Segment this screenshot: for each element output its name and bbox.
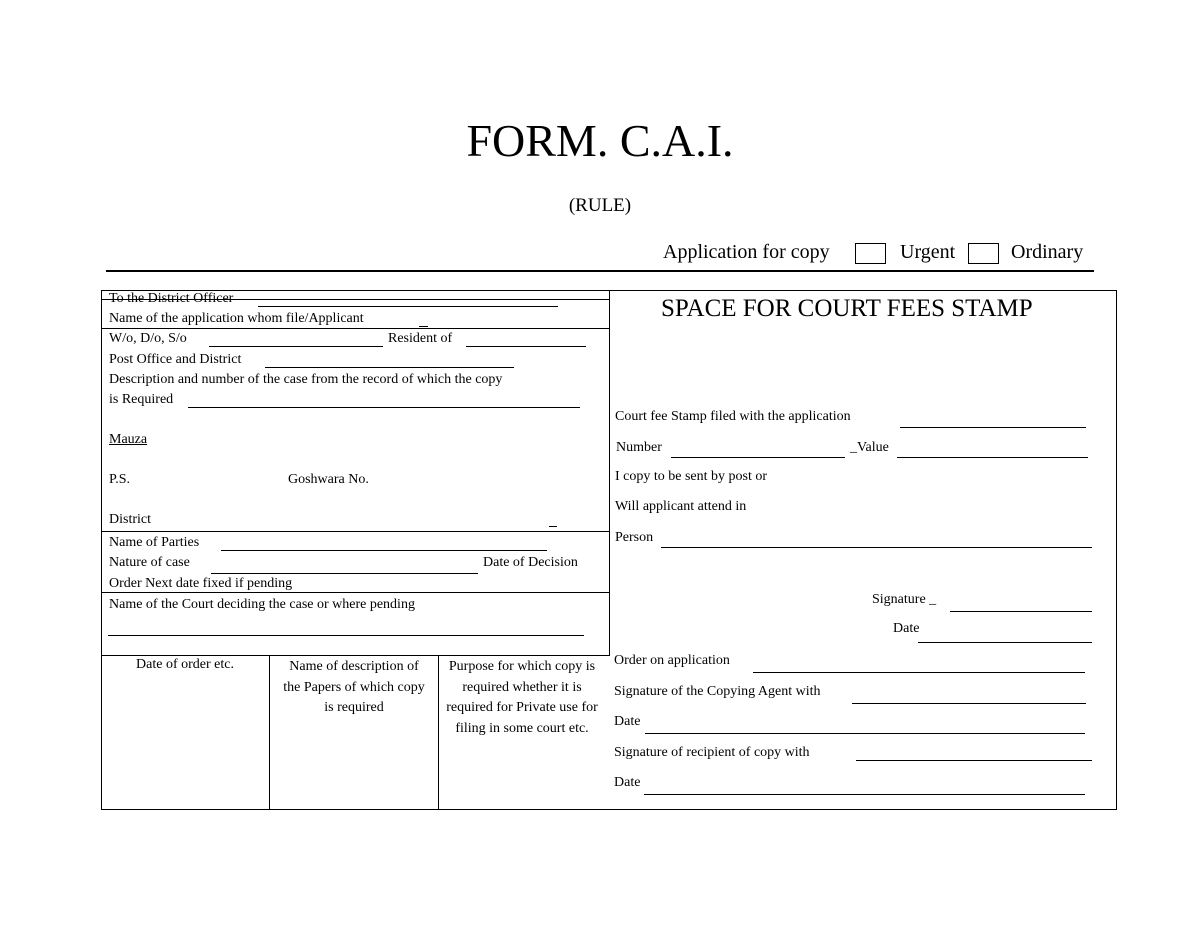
section-rule xyxy=(101,592,609,593)
sig-copying-agent-field[interactable] xyxy=(852,703,1086,704)
table-header-purpose: Purpose for which copy is required whether it is required for Private use for filing in some court etc. xyxy=(446,659,598,736)
section-rule xyxy=(101,328,609,329)
court-fees-stamp-title: SPACE FOR COURT FEES STAMP xyxy=(661,295,1033,322)
description-field[interactable] xyxy=(188,407,580,408)
person-label: Person xyxy=(615,530,654,545)
date2-field[interactable] xyxy=(645,733,1085,734)
section-rule xyxy=(101,531,609,532)
post-office-field[interactable] xyxy=(265,367,514,368)
table-column-divider xyxy=(438,655,439,810)
goshwara-label: Goshwara No. xyxy=(288,472,369,487)
form-title: FORM. C.A.I. xyxy=(466,115,734,166)
order-next-label: Order Next date fixed if pending xyxy=(109,576,293,591)
signature-label: Signature _ xyxy=(872,592,937,607)
post-office-label: Post Office and District xyxy=(109,352,242,367)
court-name-label: Name of the Court deciding the case or where pending xyxy=(109,597,415,612)
date-field[interactable] xyxy=(918,642,1092,643)
sig-copying-agent-label: Signature of the Copying Agent with xyxy=(614,684,821,699)
sig-recipient-field[interactable] xyxy=(856,760,1092,761)
ps-label: P.S. xyxy=(109,472,131,487)
table-header-date: Date of order etc. xyxy=(136,657,234,672)
number-label: Number xyxy=(616,440,662,455)
name-applicant-label: Name of the application whom file/Applicant xyxy=(109,311,364,326)
panel-divider xyxy=(609,290,610,656)
signature-field[interactable] xyxy=(950,611,1092,612)
parties-field[interactable] xyxy=(221,550,547,551)
description-label-1: Description and number of the case from the record of which the copy xyxy=(109,372,503,387)
stamp-filed-field[interactable] xyxy=(900,427,1086,428)
nature-label: Nature of case xyxy=(109,555,190,570)
order-on-application-label: Order on application xyxy=(614,653,730,668)
will-attend-label: Will applicant attend in xyxy=(615,499,747,514)
name-applicant-field[interactable] xyxy=(419,326,428,327)
copy-by-post-label: I copy to be sent by post or xyxy=(615,469,768,484)
district-field[interactable] xyxy=(549,526,557,527)
header-rule xyxy=(106,270,1094,272)
urgent-label: Urgent xyxy=(900,241,956,263)
district-label: District xyxy=(109,512,151,527)
person-field[interactable] xyxy=(661,547,1092,548)
relation-field[interactable] xyxy=(209,346,383,347)
parties-label: Name of Parties xyxy=(109,535,200,550)
resident-field[interactable] xyxy=(466,346,586,347)
to-district-officer-label: To the District Officer xyxy=(109,291,234,306)
date3-label: Date xyxy=(614,775,641,790)
court-name-field[interactable] xyxy=(108,635,584,636)
table-column-divider xyxy=(269,655,270,810)
date2-label: Date xyxy=(614,714,641,729)
section-rule xyxy=(101,655,610,656)
sig-recipient-label: Signature of recipient of copy with xyxy=(614,745,810,760)
relation-label: W/o, D/o, S/o xyxy=(109,331,187,346)
table-header-papers: Name of description of the Papers of which copy is required xyxy=(283,659,425,715)
stamp-filed-label: Court fee Stamp filed with the application xyxy=(615,409,851,424)
value-field[interactable] xyxy=(897,457,1088,458)
date3-field[interactable] xyxy=(644,794,1085,795)
resident-label: Resident of xyxy=(388,331,453,346)
description-label-2: is Required xyxy=(109,392,174,407)
nature-field[interactable] xyxy=(211,573,478,574)
mauza-label: Mauza xyxy=(109,432,148,447)
date-label: Date xyxy=(893,621,920,636)
form-subtitle: (RULE) xyxy=(568,195,632,216)
ordinary-label: Ordinary xyxy=(1011,241,1084,263)
ordinary-checkbox[interactable] xyxy=(968,243,999,264)
value-label: _Value xyxy=(850,440,889,455)
urgent-checkbox[interactable] xyxy=(855,243,886,264)
to-district-officer-field[interactable] xyxy=(258,306,558,307)
order-on-application-field[interactable] xyxy=(753,672,1085,673)
application-for-copy-label: Application for copy xyxy=(663,241,830,263)
number-field[interactable] xyxy=(671,457,845,458)
date-decision-label: Date of Decision xyxy=(483,555,578,570)
